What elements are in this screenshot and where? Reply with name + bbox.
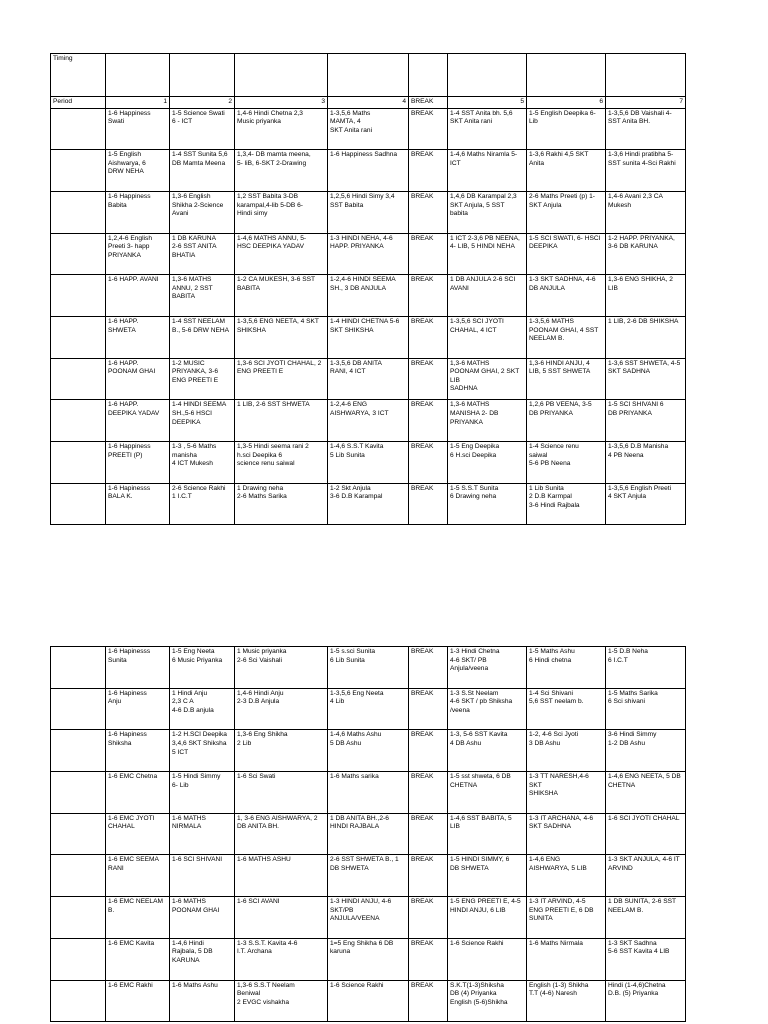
period-number: 1 — [106, 97, 170, 109]
row-label-cell — [51, 897, 106, 939]
table-cell: 1-4 SST Sunita 5,6 DB Mamta Meena — [170, 150, 235, 192]
timetable-top — [50, 53, 686, 525]
table-row — [51, 275, 686, 317]
table-cell: 1-2, 4-6 Sci Jyoti 3 DB Ashu — [527, 730, 606, 772]
row-label-cell — [51, 688, 106, 730]
table-cell: 1-5 ENG PREETI E, 4-5 HINDI ANJU, 6 LIB — [448, 897, 527, 939]
break-cell: BREAK — [409, 233, 448, 275]
table-row — [51, 813, 686, 855]
table-cell: 1-2 H.SCI Deepika 3,4,6 SKT Shiksha 5 ICT — [170, 730, 235, 772]
break-cell: BREAK — [409, 813, 448, 855]
break-cell: BREAK — [409, 855, 448, 897]
break-cell: BREAK — [409, 980, 448, 1022]
table-cell: 1-5 SCI SWATI, 6- HSCI DEEPIKA — [527, 233, 606, 275]
table-cell: 1-3 IT ARCHANA, 4-6 SKT SADHNA — [527, 813, 606, 855]
table-row — [51, 191, 686, 233]
table-cell: 1-3,5,6 D.B Manisha 4 PB Neena — [606, 442, 686, 484]
table-cell: 3-6 Hindi Simmy 1-2 DB Ashu — [606, 730, 686, 772]
table-row — [51, 233, 686, 275]
table-cell: 1-2 Skt Anjula 3-6 D.B Karampal — [328, 483, 409, 525]
table-cell: 1-3 TT NARESH,4-6 SKT SHIKSHA — [527, 772, 606, 814]
timing-row — [51, 54, 686, 97]
table-cell: 1-5 Eng Neeta 6 Music Priyanka — [170, 647, 235, 689]
break-cell: BREAK — [409, 483, 448, 525]
table-cell: 1 DB SUNITA, 2-6 SST NEELAM B. — [606, 897, 686, 939]
table-cell: 1-4 HINDI CHETNA 5-6 SKT SHIKSHA — [328, 317, 409, 359]
break-cell: BREAK — [409, 358, 448, 400]
row-label-cell — [51, 442, 106, 484]
table-cell: S.K.T(1-3)Shiksha DB (4) Priyanka English (5-6)Shikha — [448, 980, 527, 1022]
table-cell: 1-6 MATHS ASHU — [235, 855, 328, 897]
table-cell: 1-6 Hapiness Shiksha — [106, 730, 170, 772]
table-cell: 1,3-6 Eng Shikha 2 Lib — [235, 730, 328, 772]
table-cell: 1,3-6 MATHS ANNU, 2 SST BABITA — [170, 275, 235, 317]
table-cell: 1-4,6 S.S.T Kavita 5 Lib Sunita — [328, 442, 409, 484]
table-cell: 1,3-6 English Shikha 2-Science Avani — [170, 191, 235, 233]
break-cell: BREAK — [409, 730, 448, 772]
table-cell: 1-6 MATHS POONAM GHAI — [170, 897, 235, 939]
table-cell: 1-6 Hapinesss Sunita — [106, 647, 170, 689]
table-cell: 1-2,4-6 ENG AISHWARYA, 3 ICT — [328, 400, 409, 442]
table-cell: 1 DB ANJULA 2-6 SCI AVANI — [448, 275, 527, 317]
table-cell: 1-6 Maths sarika — [328, 772, 409, 814]
table-cell: 1-6 HAPP. DEEPIKA YADAV — [106, 400, 170, 442]
table-cell: 1-4 SST NEELAM B., 5-6 DRW NEHA — [170, 317, 235, 359]
break-cell: BREAK — [409, 442, 448, 484]
table-cell: 1-3,5,6 Maths MAMTA, 4 SKT Anita rani — [328, 108, 409, 150]
row-label-cell — [51, 855, 106, 897]
row-label-cell — [51, 730, 106, 772]
table-cell: 1-6 EMC NEELAM B. — [106, 897, 170, 939]
table-cell: 1,4-6 Hindi Anju 2-3 D.B Anjula — [235, 688, 328, 730]
table-cell: 1-6 MATHS NIRMALA — [170, 813, 235, 855]
table-cell: 1-6 SCI JYOTI CHAHAL — [606, 813, 686, 855]
table-cell: 1 Hindi Anju 2,3 C A 4-6 D.B anjula — [170, 688, 235, 730]
table-cell: 1 ICT 2-3,6 PB NEENA, 4- LIB, 5 HINDI NEHA — [448, 233, 527, 275]
table-cell: 1-6 EMC Kavita — [106, 938, 170, 980]
table-cell: 1-3, 5-6 SST Kavita 4 DB Ashu — [448, 730, 527, 772]
table-cell: 1-3 SKT ANJULA, 4-6 IT ARVIND — [606, 855, 686, 897]
table-cell: 1-6 Maths Nirmala — [527, 938, 606, 980]
table-cell: 1-6 Maths Ashu — [170, 980, 235, 1022]
table-cell: 1-4,6 SST BABITA, 5 LIB — [448, 813, 527, 855]
period-number: 4 — [328, 97, 409, 109]
break-cell: BREAK — [409, 275, 448, 317]
row-label-cell — [51, 772, 106, 814]
table-cell: 1 DB ANITA BH.,2-6 HINDI RAJBALA — [328, 813, 409, 855]
table-cell: 1-4,6 Maths Ashu 5 DB Ashu — [328, 730, 409, 772]
table-row — [51, 647, 686, 689]
table-cell: 2-6 Maths Preeti (p) 1- SKT Anjula — [527, 191, 606, 233]
table-cell: 1,3-6 MATHS POONAM GHAI, 2 SKT LIB SADHNA — [448, 358, 527, 400]
table-cell: 1-3,6 Hindi pratibha 5- SST sunita 4-Sci Rakhi — [606, 150, 686, 192]
table-cell: 1-4,6 ENG NEETA, 5 DB CHETNA — [606, 772, 686, 814]
table-cell: 1,2,4-6 English Preeti 3- happ PRIYANKA — [106, 233, 170, 275]
table-row — [51, 688, 686, 730]
table-cell: 1-5 Maths Sarika 6 Sci shivani — [606, 688, 686, 730]
table-cell: 1,2,6 PB VEENA, 3-5 DB PRIYANKA — [527, 400, 606, 442]
table-cell: 1-3 SKT Sadhna 5-6 SST Kavita 4 LIB — [606, 938, 686, 980]
table-cell: 1-5 Hindi Simmy 6- Lib — [170, 772, 235, 814]
table-cell: 1-6 EMC Rakhi — [106, 980, 170, 1022]
table-cell: 1 Drawing neha 2-6 Maths Sarika — [235, 483, 328, 525]
table-cell: 1-2 MUSIC PRIYANKA, 3-6 ENG PREETI E — [170, 358, 235, 400]
table-cell: 1 Music priyanka 2-6 Sci Vaishali — [235, 647, 328, 689]
table-cell: 1-3,5,6 ENG NEETA, 4 SKT SHIKSHA — [235, 317, 328, 359]
timetable-bottom — [50, 646, 686, 1022]
table-cell: 1-5 S.S.T Sunita 6 Drawing neha — [448, 483, 527, 525]
table-cell: 1 LIB, 2-6 DB SHIKSHA — [606, 317, 686, 359]
table-cell: 1 Lib Sunita 2 D.B Karmpal 3-6 Hindi Rajbala — [527, 483, 606, 525]
row-label-cell — [51, 191, 106, 233]
table-cell: 1-6 Hapinesss BALA K. — [106, 483, 170, 525]
table-cell: 1-6 HAPP. POONAM GHAI — [106, 358, 170, 400]
table-cell: 1-6 Hapiness Anju — [106, 688, 170, 730]
table-cell: 1-5 sst shweta, 6 DB CHETNA — [448, 772, 527, 814]
table-cell: 1-6 Happiness Babita — [106, 191, 170, 233]
table-cell: 1,3-6 SCI JYOTI CHAHAL, 2 ENG PREETI E — [235, 358, 328, 400]
table-cell: 1-5 D.B Neha 6 I.C.T — [606, 647, 686, 689]
period-number: 2 — [170, 97, 235, 109]
row-label-cell — [51, 233, 106, 275]
table-cell: 1,4-6 Hindi Chetna 2,3 Music priyanka — [235, 108, 328, 150]
table-cell: 1-3 IT ARVIND, 4-5 ENG PREETI E, 6 DB SUNITA — [527, 897, 606, 939]
table-cell: 1-2 CA MUKESH, 3-6 SST BABITA — [235, 275, 328, 317]
table-cell: 1-4,6 Maths Niramla 5- ICT — [448, 150, 527, 192]
table-cell: 1,3-6 HINDI ANJU, 4 LIB, 5 SST SHWETA — [527, 358, 606, 400]
table-cell: 1-6 Sci Swati — [235, 772, 328, 814]
break-header: BREAK — [409, 97, 448, 109]
table-cell: 1-5 English Aishwarya, 6 DRW NEHA — [106, 150, 170, 192]
break-cell: BREAK — [409, 150, 448, 192]
row-label-cell — [51, 938, 106, 980]
table-row — [51, 730, 686, 772]
table-cell: 1-4,6 ENG AISHWARYA, 5 LIB — [527, 855, 606, 897]
table-cell: 1,2 SST Babita 3-DB karampal,4-lib 5-DB 6- Hindi simy — [235, 191, 328, 233]
period-header-row — [51, 97, 686, 109]
table-row — [51, 358, 686, 400]
table-cell: 1-3,5,6 English Preeti 4 SKT Anjula — [606, 483, 686, 525]
break-cell: BREAK — [409, 317, 448, 359]
table-cell: 1-3,5,6 Eng Neeta 4 Lib — [328, 688, 409, 730]
row-label-cell — [51, 483, 106, 525]
table-cell: 1-3 , 5-6 Maths manisha 4 ICT Mukesh — [170, 442, 235, 484]
table-cell: 1,4,6 DB Karampal 2,3 SKT Anjula, 5 SST babita — [448, 191, 527, 233]
table-cell: 1-3 S.St Neelam 4-6 SKT / pb Shiksha /veena — [448, 688, 527, 730]
table-cell: 1-3 HINDI NEHA, 4-6 HAPP. PRIYANKA — [328, 233, 409, 275]
table-cell: 1 DB KARUNA 2-6 SST ANITA BHATIA — [170, 233, 235, 275]
table-cell: 1-4 Sci Shivani 5,6 SST neelam b. — [527, 688, 606, 730]
table-cell: 1-5 Science Swati 6 - ICT — [170, 108, 235, 150]
table-cell: 2-6 Science Rakhi 1 I.C.T — [170, 483, 235, 525]
table-cell: 1-5 s.sci Sunita 6 Lib Sunita — [328, 647, 409, 689]
table-cell: 1-6 SCI SHIVANI — [170, 855, 235, 897]
table-cell: 1-3 HINDI ANJU, 4-6 SKT/PB ANJULA/VEENA — [328, 897, 409, 939]
table-cell: 1-5 Maths Ashu 6 Hindi chetna — [527, 647, 606, 689]
table-cell: 1-2 HAPP. PRIYANKA, 3-6 DB KARUNA — [606, 233, 686, 275]
table-row — [51, 317, 686, 359]
break-cell: BREAK — [409, 400, 448, 442]
table-cell: 1-4,6 MATHS ANNU, 5- HSC DEEPIKA YADAV — [235, 233, 328, 275]
row-label-cell — [51, 813, 106, 855]
table-cell: 1-4 SST Anita bh. 5,6 SKT Anita rani — [448, 108, 527, 150]
table-cell: 1-5 English Deepika 6- Lib — [527, 108, 606, 150]
table-cell: 1-3,6 SST SHWETA, 4-5 SKT SADHNA — [606, 358, 686, 400]
table-row — [51, 108, 686, 150]
break-cell: BREAK — [409, 647, 448, 689]
table-cell: 1-3,6 Rakhi 4,5 SKT Anita — [527, 150, 606, 192]
break-cell: BREAK — [409, 897, 448, 939]
table-cell: 1-6 Science Rakhi — [328, 980, 409, 1022]
timing-label: Timing — [51, 54, 106, 97]
table-cell: Hindi (1-4,6)Chetna D.B. (5) Priyanka — [606, 980, 686, 1022]
table-cell: 1-5 SCI SHIVANI 6 DB PRIYANKA — [606, 400, 686, 442]
row-label-cell — [51, 317, 106, 359]
table-cell: 1-6 Happiness PREETI (P) — [106, 442, 170, 484]
table-cell: 1-4,6 Hindi Rajbala, 5 DB KARUNA — [170, 938, 235, 980]
table-row — [51, 400, 686, 442]
table-row — [51, 772, 686, 814]
period-number: 6 — [527, 97, 606, 109]
table-row — [51, 897, 686, 939]
table-cell: 1,2,5,6 Hindi Simy 3,4 SST Babita — [328, 191, 409, 233]
table-cell: 1-3,5,6 DB ANITA RANI, 4 ICT — [328, 358, 409, 400]
table-cell: 1-6 Science Rakhi — [448, 938, 527, 980]
table-cell: 1-5 HINDI SIMMY, 6 DB SHWETA — [448, 855, 527, 897]
table-row — [51, 150, 686, 192]
period-number: 5 — [448, 97, 527, 109]
table-cell: 1-4 Science renu saiwal 5-6 PB Neena — [527, 442, 606, 484]
table-cell: 1-3,5,6 DB Vaishali 4- SST Anita BH. — [606, 108, 686, 150]
table-cell: 1-6 SCI AVANI — [235, 897, 328, 939]
table-row — [51, 442, 686, 484]
table-cell: 1,4-6 Avani 2,3 CA Mukesh — [606, 191, 686, 233]
table-cell: 1-6 EMC Chetna — [106, 772, 170, 814]
table-cell: 1-3,5,6 MATHS POONAM GHAI, 4 SST NEELAM B. — [527, 317, 606, 359]
table-cell: 1-6 EMC JYOTI CHAHAL — [106, 813, 170, 855]
table-cell: 1-3 S.S.T. Kavita 4-6 I.T. Archana — [235, 938, 328, 980]
period-label: Period — [51, 97, 106, 109]
table-cell: 1,3-6 MATHS MANISHA 2- DB PRIYANKA — [448, 400, 527, 442]
row-label-cell — [51, 108, 106, 150]
break-cell: BREAK — [409, 108, 448, 150]
table-cell: 1,3,4- DB mamta meena, 5- liB, 6-SKT 2-Drawing — [235, 150, 328, 192]
period-number: 7 — [606, 97, 686, 109]
table-cell: 1-6 EMC SEEMA RANI — [106, 855, 170, 897]
row-label-cell — [51, 275, 106, 317]
break-cell: BREAK — [409, 772, 448, 814]
table-cell: 1=5 Eng Shikha 6 DB karuna — [328, 938, 409, 980]
period-number: 3 — [235, 97, 328, 109]
table-row — [51, 855, 686, 897]
row-label-cell — [51, 647, 106, 689]
table-cell: 1-5 Eng Deepika 6 H.sci Deepika — [448, 442, 527, 484]
table-cell: English (1-3) Shikha T.T (4-6) Naresh — [527, 980, 606, 1022]
table-cell: 1-6 HAPP. SHWETA — [106, 317, 170, 359]
table-row — [51, 980, 686, 1022]
row-label-cell — [51, 150, 106, 192]
table-cell: 1-6 Happiness Sadhna — [328, 150, 409, 192]
table-cell: 1-3,5,6 SCI JYOTI CHAHAL, 4 ICT — [448, 317, 527, 359]
table-cell: 1,3-6 ENG SHIKHA, 2 LIB — [606, 275, 686, 317]
break-cell: BREAK — [409, 688, 448, 730]
table-row — [51, 938, 686, 980]
table-cell: 1-3 SKT SADHNA, 4-6 DB ANJULA — [527, 275, 606, 317]
table-cell: 1-3 Hindi Chetna 4-6 SKT/ PB Anjula/veena — [448, 647, 527, 689]
table-cell: 1-2,4-6 HINDI SEEMA SH., 3 DB ANJULA — [328, 275, 409, 317]
table-cell: 1-6 Happiness Swati — [106, 108, 170, 150]
table-row — [51, 483, 686, 525]
row-label-cell — [51, 358, 106, 400]
row-label-cell — [51, 400, 106, 442]
table-cell: 1,3-5 Hindi seema rani 2 h.sci Deepika 6 science renu saiwal — [235, 442, 328, 484]
table-cell: 1,3-6 S.S.T Neelam Beniwal 2 EVGC vishakha — [235, 980, 328, 1022]
table-cell: 1-6 HAPP. AVANI — [106, 275, 170, 317]
table-cell: 1 LIB, 2-6 SST SHWETA — [235, 400, 328, 442]
table-cell: 1-4 HINDI SEEMA SH.,5-6 HSCI DEEPIKA — [170, 400, 235, 442]
table-cell: 1, 3-6 ENG AISHWARYA, 2 DB ANITA BH. — [235, 813, 328, 855]
break-cell: BREAK — [409, 191, 448, 233]
table-cell: 2-6 SST SHWETA B., 1 DB SHWETA — [328, 855, 409, 897]
row-label-cell — [51, 980, 106, 1022]
break-cell: BREAK — [409, 938, 448, 980]
